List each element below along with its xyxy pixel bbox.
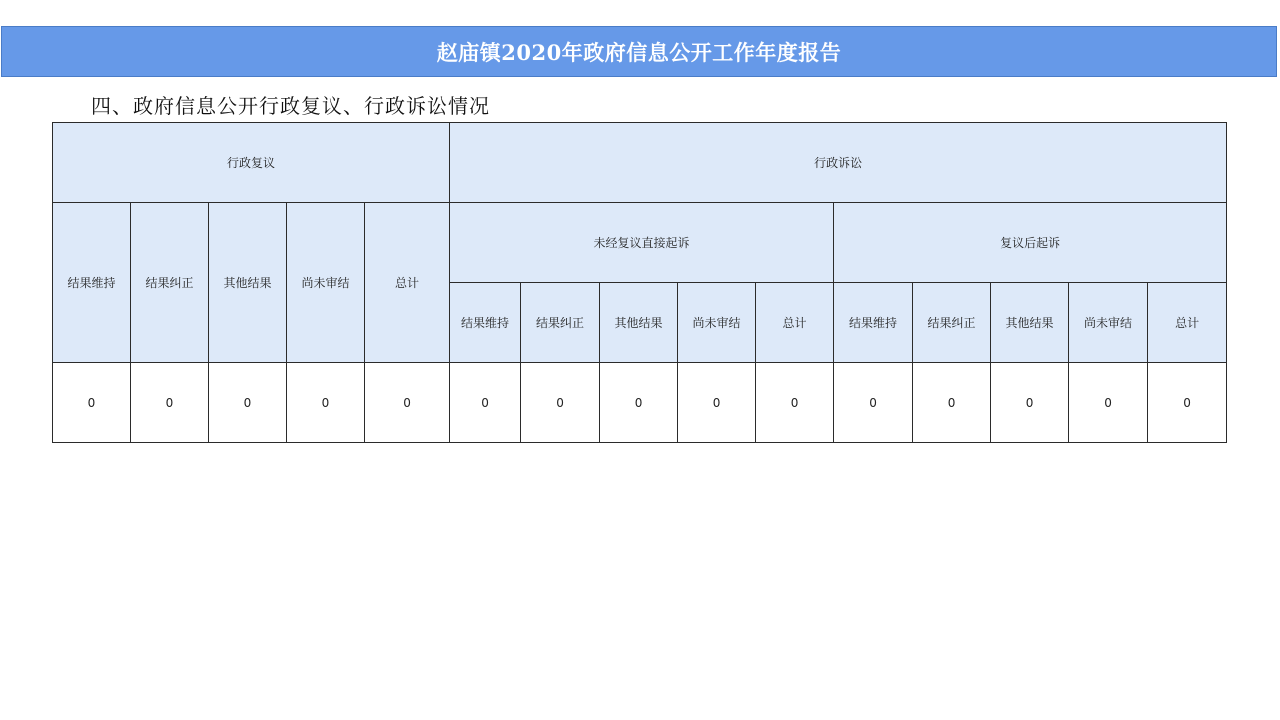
section-heading: 四、政府信息公开行政复议、行政诉讼情况 — [91, 94, 490, 118]
table-row — [53, 363, 1227, 443]
header-review-other: 其他结果 — [209, 203, 287, 363]
header-direct-suit: 未经复议直接起诉 — [450, 203, 834, 283]
header-direct-corrected: 结果纠正 — [521, 283, 600, 363]
table-cell: 0 — [131, 363, 209, 443]
table-cell: 0 — [834, 363, 913, 443]
table-cell: 0 — [678, 363, 756, 443]
header-after-other: 其他结果 — [991, 283, 1069, 363]
review-litigation-table — [52, 122, 1227, 443]
title-bar — [1, 26, 1277, 77]
table-cell: 0 — [600, 363, 678, 443]
header-review-total: 总计 — [365, 203, 450, 363]
table-cell: 0 — [756, 363, 834, 443]
header-admin-litigation: 行政诉讼 — [450, 123, 1227, 203]
header-after-total: 总计 — [1148, 283, 1227, 363]
header-direct-total: 总计 — [756, 283, 834, 363]
header-review-corrected: 结果纠正 — [131, 203, 209, 363]
table-cell: 0 — [450, 363, 521, 443]
header-after-corrected: 结果纠正 — [913, 283, 991, 363]
header-after-pending: 尚未审结 — [1069, 283, 1148, 363]
table-cell: 0 — [53, 363, 131, 443]
table-cell: 0 — [1148, 363, 1227, 443]
header-suit-after-review: 复议后起诉 — [834, 203, 1227, 283]
header-review-pending: 尚未审结 — [287, 203, 365, 363]
table-cell: 0 — [287, 363, 365, 443]
header-direct-pending: 尚未审结 — [678, 283, 756, 363]
table-cell: 0 — [209, 363, 287, 443]
table-cell: 0 — [521, 363, 600, 443]
table-cell: 0 — [991, 363, 1069, 443]
header-review-upheld: 结果维持 — [53, 203, 131, 363]
header-direct-upheld: 结果维持 — [450, 283, 521, 363]
header-direct-other: 其他结果 — [600, 283, 678, 363]
report-title: 赵庙镇2020年政府信息公开工作年度报告 — [436, 39, 842, 65]
header-admin-review: 行政复议 — [53, 123, 450, 203]
table-row — [53, 123, 1227, 203]
table-cell: 0 — [365, 363, 450, 443]
table-cell: 0 — [913, 363, 991, 443]
table-cell: 0 — [1069, 363, 1148, 443]
header-after-upheld: 结果维持 — [834, 283, 913, 363]
table-row — [53, 203, 1227, 283]
